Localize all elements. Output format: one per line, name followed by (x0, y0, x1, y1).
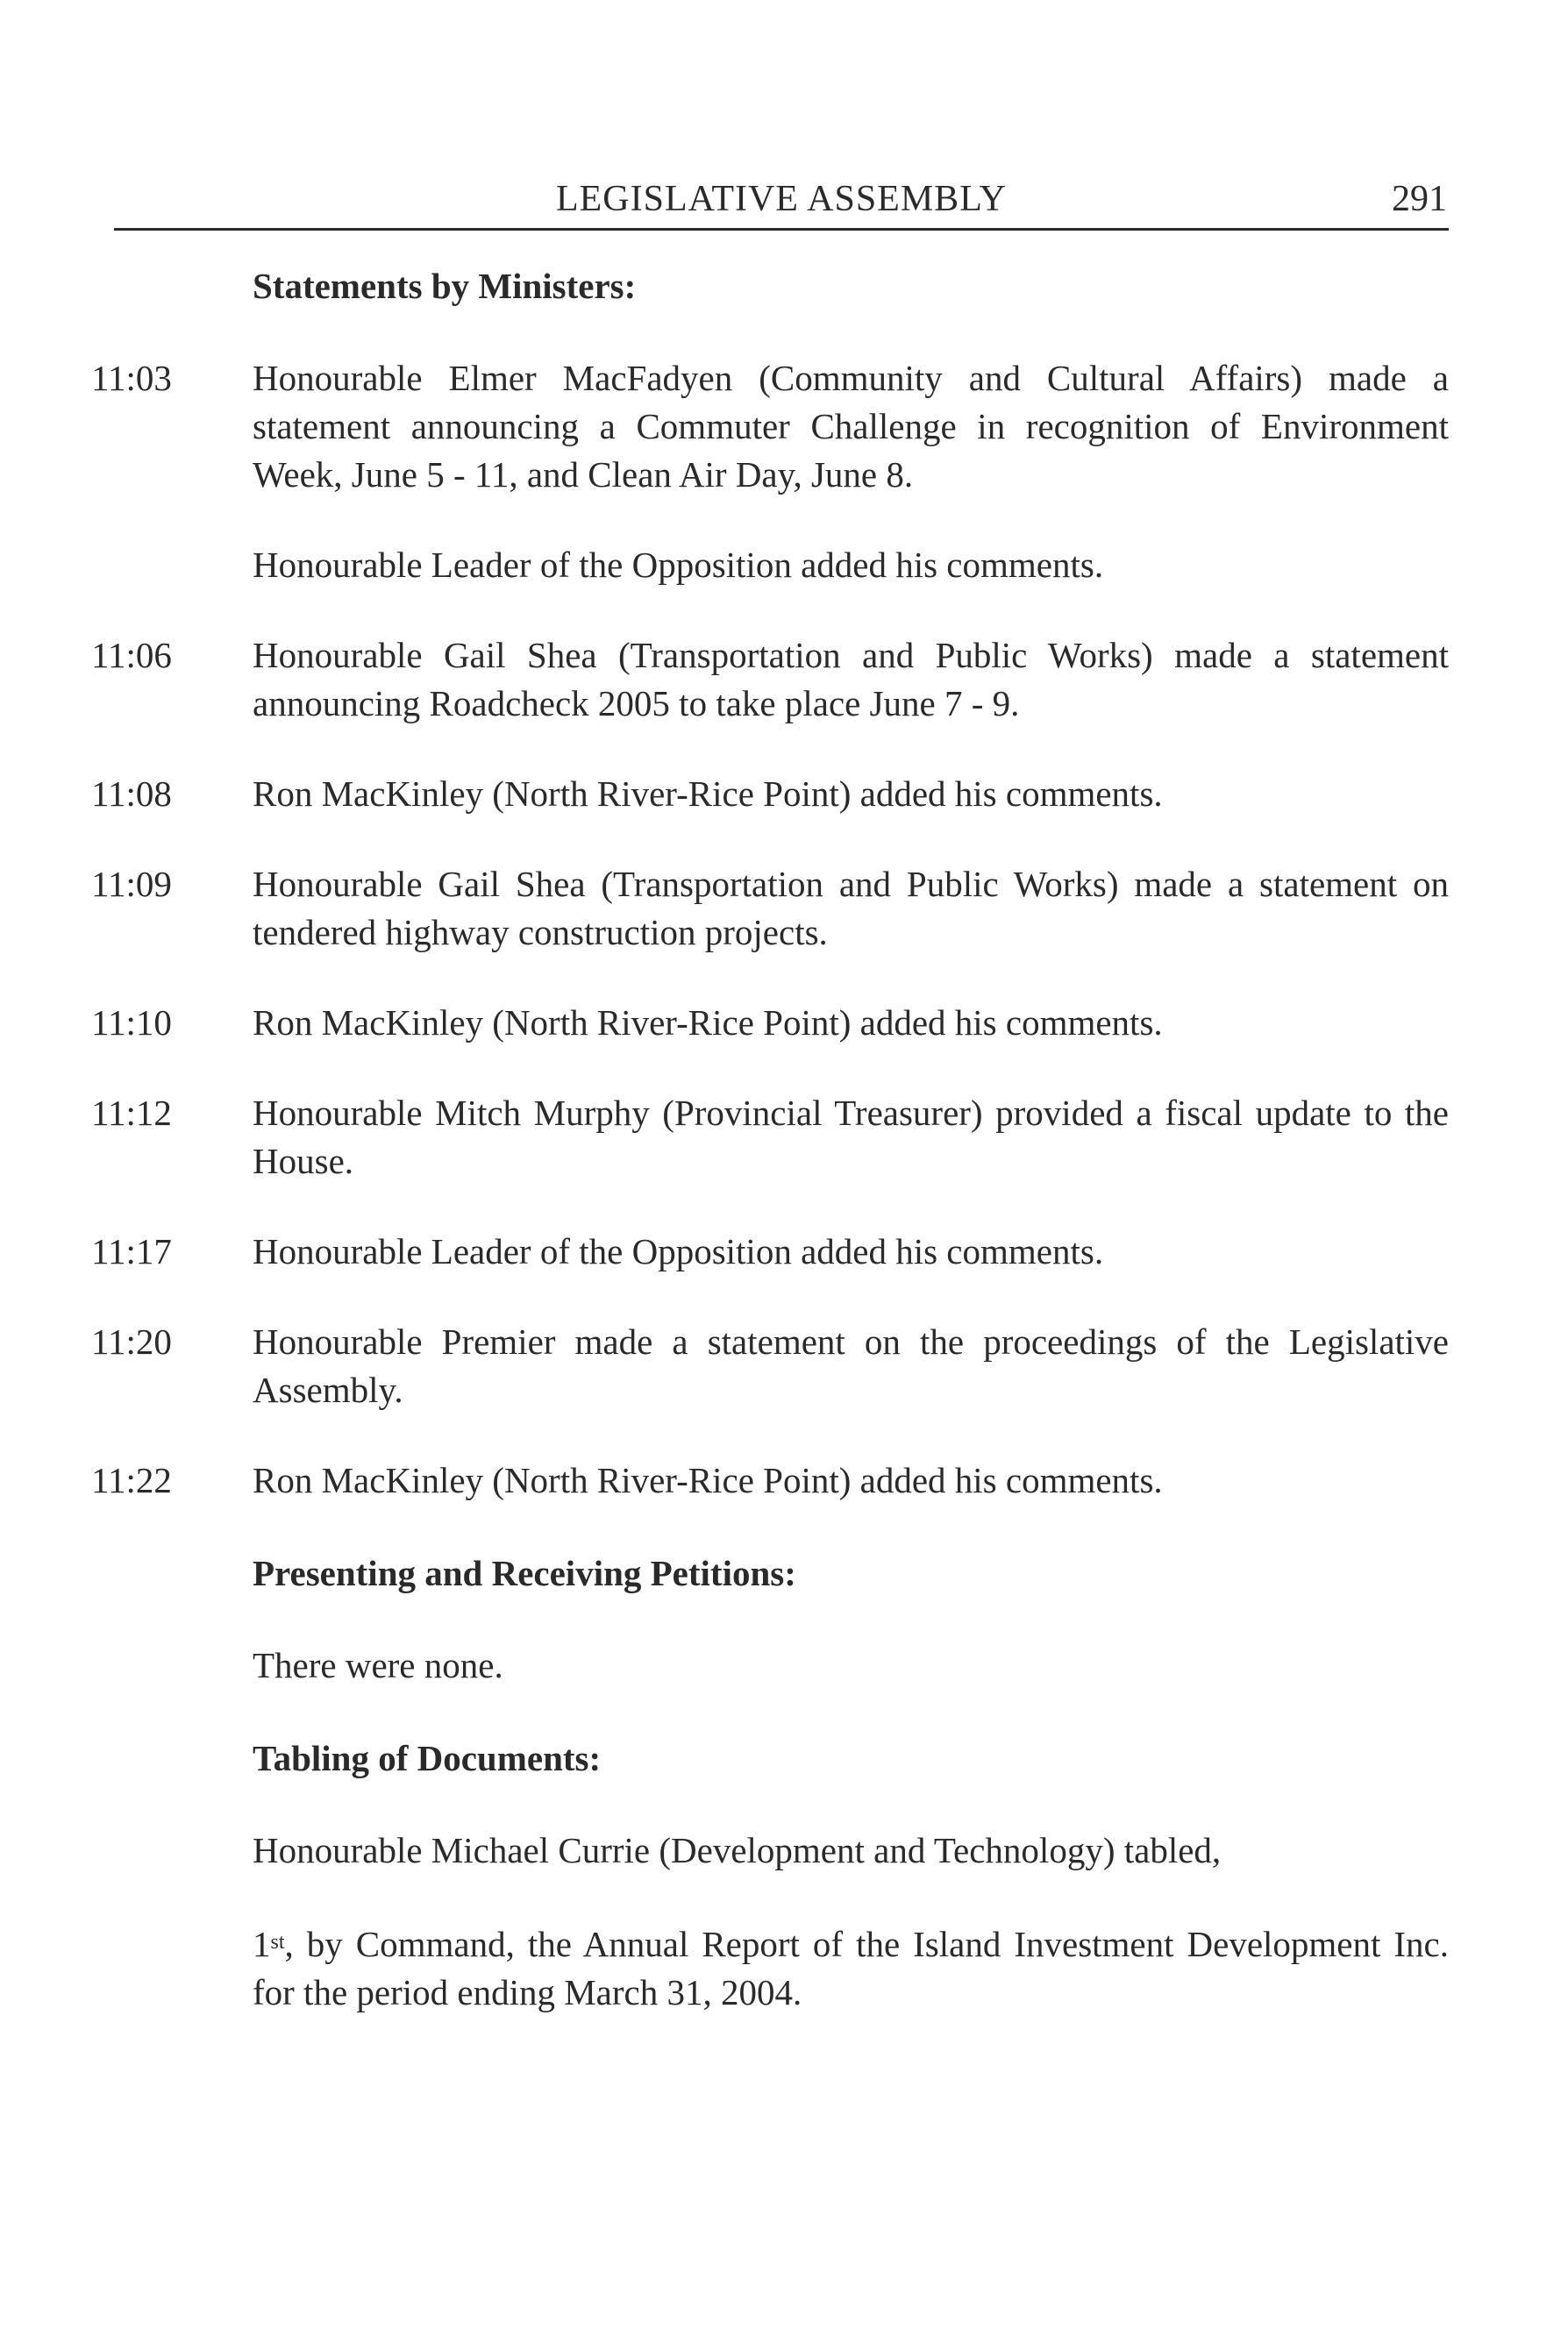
entry-time: 11:20 (91, 1321, 172, 1362)
list-item (91, 631, 1449, 728)
list-item (91, 860, 1449, 957)
entry-text: Honourable Leader of the Opposition added his comments. (253, 545, 1104, 585)
entry-text: Ron MacKinley (North River-Rice Point) added his comments. (253, 1460, 1163, 1500)
entry-text: Ron MacKinley (North River-Rice Point) added his comments. (253, 773, 1163, 814)
entry-text: Honourable Gail Shea (Transportation and Public Works) made a statement on tendered highway construction projects. (253, 864, 1449, 952)
entry-time: 11:08 (91, 773, 172, 814)
section-heading-ministers: Statements by Ministers: (253, 266, 637, 306)
entry-time: 11:03 (91, 358, 172, 398)
entry-time: 11:12 (91, 1093, 172, 1133)
section-heading-petitions: Presenting and Receiving Petitions: (253, 1553, 796, 1593)
page-number: 291 (1392, 179, 1447, 219)
list-item (91, 999, 1449, 1047)
petitions-text: There were none. (253, 1645, 503, 1685)
entry-text: Ron MacKinley (North River-Rice Point) added his comments. (253, 1002, 1163, 1043)
list-item (253, 541, 1449, 589)
header-title: LEGISLATIVE ASSEMBLY (556, 179, 1007, 219)
tabling-intro: Honourable Michael Currie (Development and Technology) tabled, (253, 1830, 1222, 1870)
list-item (91, 770, 1449, 818)
entry-text: Honourable Leader of the Opposition added his comments. (253, 1231, 1104, 1271)
list-item (91, 1089, 1449, 1186)
running-header (114, 172, 1449, 231)
tabling-item-ordinal: 1 (253, 1924, 271, 1964)
tabling-item-ordinal-suffix: st (270, 1931, 285, 1954)
entry-time: 11:22 (91, 1460, 172, 1500)
entry-text: Honourable Premier made a statement on the proceedings of the Legislative Assembly. (253, 1321, 1449, 1410)
tabling-item-text: , by Command, the Annual Report of the Island Investment Development Inc. for the period ending March 31, 2004. (253, 1924, 1449, 2012)
entry-text: Honourable Elmer MacFadyen (Community and Cultural Affairs) made a statement announcing a Commuter Challenge in recognition of Environment Week, June 5 - 11, and Clean Air Day, June 8. (253, 358, 1449, 495)
list-item (91, 1318, 1449, 1414)
entry-text: Honourable Gail Shea (Transportation and Public Works) made a statement announcing Roadcheck 2005 to take place June 7 - 9. (253, 635, 1449, 723)
list-item (91, 1456, 1449, 1505)
entry-time: 11:09 (91, 864, 172, 904)
page-content (0, 263, 1568, 2017)
section-heading-tabling: Tabling of Documents: (253, 1738, 602, 1778)
entry-time: 11:06 (91, 635, 172, 675)
tabling-item (253, 1920, 1449, 2017)
entry-time: 11:17 (91, 1231, 172, 1271)
list-item (91, 1228, 1449, 1276)
entry-time: 11:10 (91, 1002, 172, 1043)
list-item (91, 354, 1449, 499)
entry-text: Honourable Mitch Murphy (Provincial Treasurer) provided a fiscal update to the House. (253, 1093, 1449, 1181)
